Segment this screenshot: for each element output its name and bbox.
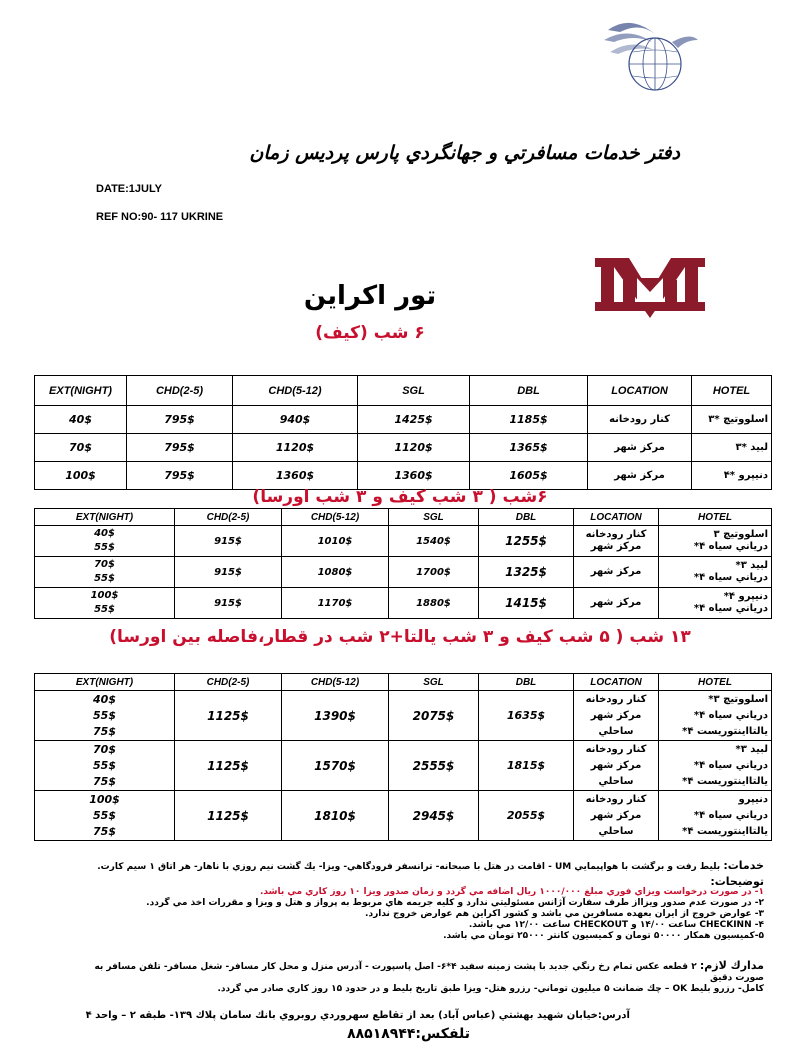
documents-note: [74, 960, 764, 995]
sgl-price: 2075$: [389, 691, 479, 741]
tour-title: تور اكراين: [303, 281, 437, 311]
chd25-price: 915$: [175, 526, 282, 557]
hotel-orsha: درياني سياه ۴*: [693, 709, 768, 721]
sgl-price: 1120$: [358, 434, 470, 462]
hotel-kiev: اسلووتيچ ۳*: [708, 693, 768, 705]
ext-price-orsha: 55$: [94, 573, 115, 584]
location-kiev: مركز شهر: [590, 566, 642, 577]
chd512-price: 1170$: [282, 588, 389, 619]
ext-price-orsha: 55$: [94, 542, 115, 553]
col-location: LOCATION: [588, 376, 692, 406]
chd25-price: 795$: [127, 462, 233, 490]
ext-price: [35, 791, 175, 841]
documents-text-1: ۲ قطعه عكس تمام رخ رنگي جديد با پشت زمينه سفيد ۴*۶- اصل پاسپورت - آدرس منزل و محل كار مسافر- شغل مسافر- تلفن مسافر به صورت دقيق: [94, 962, 764, 983]
hotel-cell: [659, 741, 772, 791]
chd25-price: 1125$: [175, 691, 282, 741]
chd25-price: 795$: [127, 434, 233, 462]
services-text: بليط رفت و برگشت با هواپيمايي UM - اقامت در هتل با صبحانه- ترانسفر فرودگاهي- ويزا- يك گشت نيم روزي با ناهار- هر اتاق ۱ سيم كارت.: [97, 862, 721, 872]
dbl-price: 1365$: [470, 434, 588, 462]
col-chd-5-12: CHD(5-12): [233, 376, 358, 406]
col-ext: EXT(NIGHT): [35, 509, 175, 526]
col-sgl: SGL: [389, 509, 479, 526]
ref-number: REF NO:90- 117 UKRINE: [96, 211, 224, 223]
hotel-orsha: درياني سياه ۴*: [693, 759, 768, 771]
col-chd-5-12: CHD(5-12): [282, 674, 389, 691]
chd512-price: 1010$: [282, 526, 389, 557]
sgl-price: 1880$: [389, 588, 479, 619]
dbl-price: 1605$: [470, 462, 588, 490]
explanation-4: ۴- CHECKINN ساعت ۱۴/۰۰ و CHECKOUT ساعت ۱۲/۰۰ مي باشد.: [468, 920, 764, 930]
hotel-kiev: اسلووتيچ ۳: [713, 529, 768, 540]
section-title-13-nights: ۱۳ شب ( ۵ شب كيف و ۳ شب يالتا+۲ شب در قطار،فاصله بين اورسا): [109, 627, 691, 647]
location-cell: كنار رودخانه: [588, 406, 692, 434]
chd512-price: 1810$: [282, 791, 389, 841]
table-row: [35, 691, 772, 741]
sgl-price: 1700$: [389, 557, 479, 588]
hotel-kiev: لبيد ۳*: [735, 743, 768, 755]
table-header-row: [35, 674, 772, 691]
col-hotel: HOTEL: [659, 674, 772, 691]
location-orsha: مركز شهر: [590, 759, 642, 771]
col-chd-2-5: CHD(2-5): [127, 376, 233, 406]
ext-price: 70$: [35, 434, 127, 462]
services-label: خدمات:: [723, 859, 764, 872]
section-title-6-nights-kiev-orsha: ۶شب ( ۳ شب كيف و ۳ شب اورسا): [252, 487, 548, 507]
location-kiev: كنار رودخانه: [585, 793, 647, 805]
hotel-cell: لبيد *۳: [692, 434, 772, 462]
table-row: [35, 406, 772, 434]
dbl-price: 1185$: [470, 406, 588, 434]
hotel-yalta: يالتااينتوريست ۴*: [682, 725, 768, 737]
chd512-price: 1080$: [282, 557, 389, 588]
ext-price-kiev: 70$: [93, 742, 116, 756]
price-table-6-nights-kiev: [34, 375, 772, 490]
hotel-orsha: درياني سياه ۴*: [693, 541, 768, 552]
col-hotel: HOTEL: [659, 509, 772, 526]
hotel-orsha: درياني سياه ۴*: [693, 809, 768, 821]
table-row: [35, 557, 772, 588]
location-orsha: مركز شهر: [590, 809, 642, 821]
ext-price-kiev: 100$: [89, 792, 120, 806]
price-table-13-nights: [34, 673, 772, 841]
ext-price-kiev: 40$: [94, 528, 115, 539]
col-chd-2-5: CHD(2-5): [175, 674, 282, 691]
agency-telfax: تلفكس:۸۸۵۱۸۹۴۴: [347, 1026, 470, 1042]
price-table-6-nights-kiev-orsha: [34, 508, 772, 619]
location-yalta: ساحلي: [598, 825, 634, 837]
hotel-cell: [659, 557, 772, 588]
ext-price: [35, 557, 175, 588]
location-kiev: كنار رودخانه: [585, 529, 647, 540]
col-dbl: DBL: [479, 674, 574, 691]
location-orsha: مركز شهر: [590, 541, 642, 552]
ext-price: [35, 588, 175, 619]
explanation-3: ۳- عوارض خروج از ايران بعهده مسافرين مي باشد و كشور اكراين هم عوارض خروج ندارد.: [365, 909, 764, 919]
table-row: [35, 462, 772, 490]
hotel-kiev: دنيپرو ۴*: [723, 591, 768, 602]
date-label: DATE:1JULY: [96, 183, 163, 195]
table-row: [35, 741, 772, 791]
ext-price-orsha: 55$: [93, 708, 116, 722]
hotel-cell: [659, 588, 772, 619]
col-hotel: HOTEL: [692, 376, 772, 406]
chd25-price: 1125$: [175, 741, 282, 791]
ext-price-kiev: 40$: [93, 692, 116, 706]
sgl-price: 2945$: [389, 791, 479, 841]
table-header-row: [35, 509, 772, 526]
hotel-cell: [659, 691, 772, 741]
col-sgl: SGL: [389, 674, 479, 691]
chd512-price: 1360$: [233, 462, 358, 490]
ext-price-kiev: 100$: [90, 590, 119, 601]
col-chd-5-12: CHD(5-12): [282, 509, 389, 526]
location-cell: مركز شهر: [588, 462, 692, 490]
table-row: [35, 434, 772, 462]
chd512-price: 1570$: [282, 741, 389, 791]
table-row: [35, 526, 772, 557]
dbl-price: 2055$: [479, 791, 574, 841]
hotel-orsha: درياني سياه ۴*: [693, 603, 768, 614]
explanation-5: ۵-كميسيون همكار ۵۰۰۰۰ تومان و كميسيون كانتر ۲۵۰۰۰ تومان مي باشد.: [443, 931, 764, 941]
dbl-price: 1255$: [479, 526, 574, 557]
location-cell: [574, 691, 659, 741]
hotel-kiev: لبيد ۳*: [735, 560, 768, 571]
ext-price: 100$: [35, 462, 127, 490]
chd512-price: 1120$: [233, 434, 358, 462]
explanation-2: ۲- در صورت عدم صدور ويزااز طرف سفارت آژانس مسئوليتي ندارد و كليه جريمه هاي مربوط به پرواز و هتل و ويزا و مقررات اخذ مي گردد.: [146, 898, 764, 908]
ext-price-orsha: 55$: [94, 604, 115, 615]
agency-address: آدرس:خيابان شهيد بهشتي (عباس آباد) بعد از تقاطع سهروردي روبروي بانك سامان پلاك ۱۳۹- طبقه ۲ – واحد ۴: [85, 1010, 630, 1021]
location-cell: [574, 557, 659, 588]
col-ext: EXT(NIGHT): [35, 674, 175, 691]
chd25-price: 915$: [175, 557, 282, 588]
dbl-price: 1635$: [479, 691, 574, 741]
ext-price: [35, 691, 175, 741]
hotel-yalta: يالتااينتوريست ۴*: [682, 825, 768, 837]
col-location: LOCATION: [574, 674, 659, 691]
ext-price-yalta: 75$: [93, 774, 116, 788]
ext-price-kiev: 70$: [94, 559, 115, 570]
location-kiev: كنار رودخانه: [585, 693, 647, 705]
dbl-price: 1325$: [479, 557, 574, 588]
explanations-label: توضيحات:: [710, 875, 764, 888]
company-name: دفتر خدمات مسافرتي و جهانگردي پارس پرديس زمان: [249, 142, 680, 164]
hotel-cell: دنيپرو *۴: [692, 462, 772, 490]
hotel-orsha: درياني سياه ۴*: [693, 572, 768, 583]
col-sgl: SGL: [358, 376, 470, 406]
ext-price: 40$: [35, 406, 127, 434]
sgl-price: 1425$: [358, 406, 470, 434]
location-yalta: ساحلي: [598, 775, 634, 787]
table-row: [35, 791, 772, 841]
agency-logo: [600, 12, 700, 102]
tour-subtitle: ۶ شب (كيف): [315, 323, 425, 343]
hotel-cell: [659, 526, 772, 557]
location-cell: [574, 588, 659, 619]
col-dbl: DBL: [470, 376, 588, 406]
sgl-price: 2555$: [389, 741, 479, 791]
chd25-price: 795$: [127, 406, 233, 434]
chd512-price: 1390$: [282, 691, 389, 741]
hotel-kiev: دنيپرو: [738, 793, 768, 805]
ext-price-orsha: 55$: [93, 808, 116, 822]
explanation-1: ۱- در صورت درخواست ويزاي فوري مبلغ ۱۰۰۰/۰۰۰ ريال اضافه مي گردد و زمان صدور ويزا ۱۰ روز كاري مي باشد.: [259, 887, 764, 897]
sgl-price: 1360$: [358, 462, 470, 490]
chd512-price: 940$: [233, 406, 358, 434]
chd25-price: 1125$: [175, 791, 282, 841]
services-note: [74, 860, 764, 873]
location-cell: [574, 526, 659, 557]
hotel-cell: [659, 791, 772, 841]
hotel-yalta: يالتااينتوريست ۴*: [682, 775, 768, 787]
sgl-price: 1540$: [389, 526, 479, 557]
col-chd-2-5: CHD(2-5): [175, 509, 282, 526]
ext-price-yalta: 75$: [93, 724, 116, 738]
col-location: LOCATION: [574, 509, 659, 526]
location-yalta: ساحلي: [598, 725, 634, 737]
hotel-cell: اسلووتيچ *۳: [692, 406, 772, 434]
location-cell: مركز شهر: [588, 434, 692, 462]
chd25-price: 915$: [175, 588, 282, 619]
location-kiev: كنار رودخانه: [585, 743, 647, 755]
ext-price: [35, 741, 175, 791]
dbl-price: 1815$: [479, 741, 574, 791]
ext-price-orsha: 55$: [93, 758, 116, 772]
col-ext: EXT(NIGHT): [35, 376, 127, 406]
ext-price-yalta: 75$: [93, 824, 116, 838]
documents-text-2: كامل- رزرو بليط OK – چك ضمانت ۵ ميليون توماني- رزرو هتل- ويزا طبق تاريخ بليط و در حدود ۱۵ روز كاري صادر مي گردد.: [217, 984, 764, 994]
location-cell: [574, 741, 659, 791]
documents-label: مدارك لازم:: [699, 959, 764, 972]
location-orsha: مركز شهر: [590, 709, 642, 721]
ext-price: [35, 526, 175, 557]
table-header-row: [35, 376, 772, 406]
table-row: [35, 588, 772, 619]
location-cell: [574, 791, 659, 841]
location-kiev: مركز شهر: [590, 597, 642, 608]
explanations-note: [74, 876, 764, 942]
dbl-price: 1415$: [479, 588, 574, 619]
col-dbl: DBL: [479, 509, 574, 526]
